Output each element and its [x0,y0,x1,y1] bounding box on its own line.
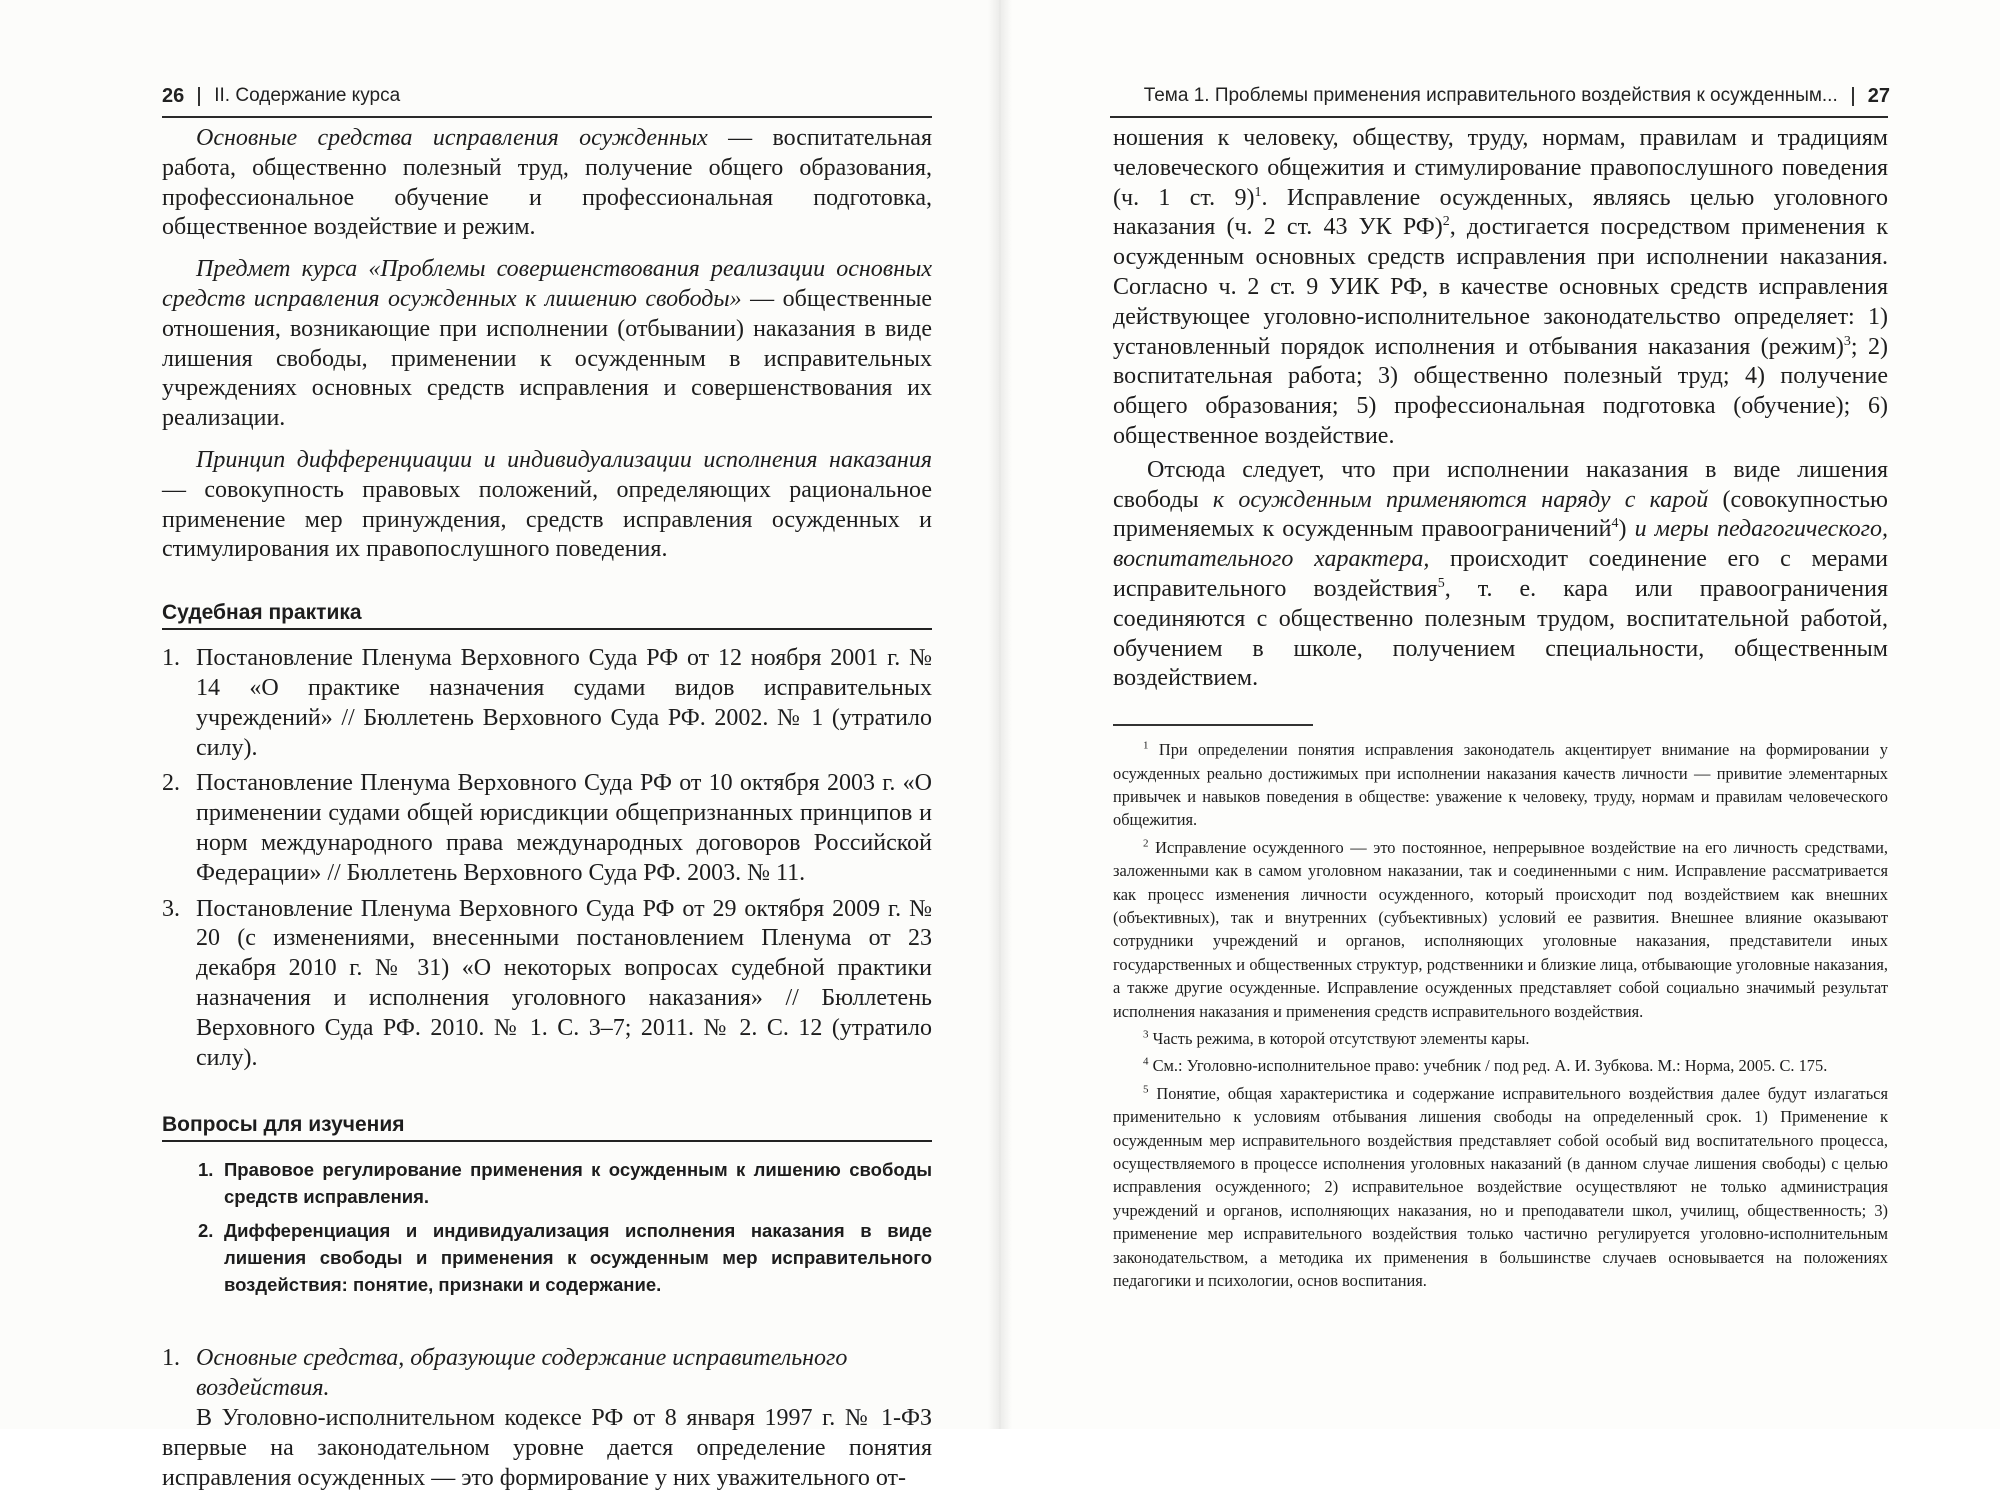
study-questions-list [162,1156,932,1298]
paragraph-text: , достигается посредством применения к осужденным основных средств исправления при исполнении наказания. Согласно ч. 2 ст. 9 УИК РФ, в качестве основных средств исправления действующее уголовно-исполнительное законодательство определяет: 1) установленный порядок исполнения и отбывания наказания (режим) [1113,214,1888,360]
paragraph-text: , т. е. кара или правоограничения соединяются с общественно полезным трудом, воспитательной работой, обучением в школе, получением специальности, общественным воздействием. [1113,575,1888,692]
right-running-title: Тема 1. Проблемы применения исправительного воздействия к осужденным... [1143,85,1838,106]
footnote-mark: 2 [1143,837,1149,850]
list-item-number: 1. [198,1159,214,1181]
footnote-text: Часть режима, в которой отсутствуют элементы кары. [1152,1029,1530,1049]
footnote-mark: 3 [1143,1028,1149,1041]
left-head-rule [162,116,932,118]
definition-term: Предмет курса «Проблемы совершенствования реализации основных средств исправления осужденных к лишению свободы» [162,256,932,312]
footnote-ref: 5 [1437,575,1445,591]
list-item-number: 3. [162,895,180,922]
footnote-text: См.: Уголовно-исполнительное право: учебник / под ред. А. И. Зубкова. М.: Норма, 2005. С. 175. [1152,1056,1828,1076]
list-item [162,644,932,763]
footnote-mark: 4 [1143,1055,1149,1068]
footnote-mark: 1 [1143,739,1149,752]
list-item [162,1156,932,1210]
footnote-text: При определении понятия исправления законодатель акцентирует внимание на формировании у осужденных реально достижимых при исполнении наказания качеств личности — привитие элементарных привычек и навыков поведения в обществе: уважение к человеку, труду, нормам и правилам человеческого общежития. [1113,740,1888,830]
topic-heading-number: 1. [162,1345,180,1372]
paragraph-text: . Исправление осужденных, являясь целью уголовного наказания (ч. 2 ст. 43 УК РФ) [1113,184,1888,241]
list-item [162,769,932,888]
paragraph-text: (совокупностью применяемых к осужденным правоограничений [1113,486,1888,543]
left-running-head [162,78,932,114]
definition-text: — общественные отношения, возникающие при исполнении (отбывании) наказания в виде лишения свободы, применении к осужденным в исправительных учреждениях основных средств исправления и совершенствования их реализации. [162,285,932,432]
book-spine [988,0,1012,1429]
definition-text: — совокупность правовых положений, определяющих рациональное применение мер принуждения, средств исправления осужденных и стимулирования их правопослушного поведения. [162,476,932,563]
right-column [1113,124,1888,1296]
footnote-mark: 5 [1143,1083,1149,1096]
definition-text: — воспитательная работа, общественно полезный труд, получение общего образования, профессиональное обучение и профессиональная подготовка, общественное воздействие и режим. [162,125,932,241]
right-head-rule [1110,116,1888,118]
list-item [162,895,932,1074]
footnote [1113,1054,1888,1077]
topic-heading-text: Основные средства, образующие содержание исправительного воздействия. [196,1345,848,1402]
footnote-ref: 3 [1843,333,1851,349]
definition-term: Принцип дифференциации и индивидуализации исполнения наказания [196,446,932,473]
left-running-title: II. Содержание курса [214,85,401,106]
head-separator [1852,87,1854,106]
footnote [1113,836,1888,1023]
continued-paragraph [1113,124,1888,452]
list-item-text: Постановление Пленума Верховного Суда РФ от 29 октября 2009 г. № 20 (с изменениями, внесенными постановлением Пленума от 23 декабря 2010 г. № 31) «О некоторых вопросах судебной практики назначения и исполнения уголовного наказания» // Бюллетень Верховного Суда РФ. 2010. № 1. С. 3–7; 2011. № 2. С. 12 (утратило силу). [196,895,932,1071]
body-paragraph [1113,456,1888,694]
definition-paragraph [162,124,932,243]
list-item-text: Правовое регулирование применения к осужденным к лишению свободы средств исправления. [224,1159,932,1208]
list-item-number: 2. [198,1220,214,1242]
paragraph-text: ношения к человеку, обществу, труду, нормам, правилам и традициям человеческого общежития и стимулирование правопослушного поведения (ч. 1 ст. 9) [1113,125,1888,211]
footnote [1113,1027,1888,1050]
paragraph-text: Отсюда следует, что при исполнении наказания в виде лишения свободы [1113,456,1888,513]
head-separator [198,87,200,106]
footnote-text: Исправление осужденного — это постоянное, непрерывное воздействие на его личность средствами, заложенными как в самом уголовном наказании, так и соединенными с ним. Исправление рассматривается как процесс изменения личности осужденного, который происходит под воздействием как внешних (объективных), так и внутренних (субъективных) условий ее развития. Внешнее влияние оказывают сотрудники учреждений и органов, исполняющих уголовные наказания, представители иных государственных и общественных структур, родственники и близкие лица, отбывающие уголовные наказания, а также другие осужденные. Исправление осужденных представляет собой социально значимый результат исполнения наказания и применения средств исправительного воздействия. [1113,837,1888,1021]
judicial-practice-heading: Судебная практика [162,601,932,630]
list-item-text: Дифференциация и индивидуализация исполнения наказания в виде лишения свободы и применения к осужденным мер исправительного воздействия: понятие, признаки и содержание. [224,1220,932,1296]
closing-paragraph: В Уголовно-исполнительном кодексе РФ от 8 января 1997 г. № 1-ФЗ впервые на законодательном уровне дается определение понятия исправления осужденных — это формирование у них уважительного от- [162,1404,932,1491]
right-running-head [1120,78,1890,114]
definition-paragraph [162,255,932,434]
footnote-ref: 4 [1611,516,1619,532]
footnote-rule [1113,724,1313,726]
list-item [162,1217,932,1298]
footnote-ref: 2 [1442,214,1450,230]
emphasis-text: и меры педагогического, воспитательного характера, [1113,516,1888,573]
paragraph-text: происходит соединение его с мерами исправительного воздействия [1113,546,1888,602]
paragraph-text: ) [1618,516,1635,543]
paragraph-text: ; 2) воспитательная работа; 3) общественно полезный труд; 4) получение общего образования; 5) профессиональная подготовка (обучение); 6) общественное воздействие. [1113,333,1888,449]
list-item-number: 1. [162,645,180,672]
definition-paragraph [162,446,932,565]
list-item-text: Постановление Пленума Верховного Суда РФ от 12 ноября 2001 г. № 14 «О практике назначения судами видов исправительных учреждений» // Бюллетень Верховного Суда РФ. 2002. № 1 (утратило силу). [196,645,932,761]
footnote [1113,1082,1888,1293]
footnote-ref: 1 [1254,184,1262,200]
study-questions-heading: Вопросы для изучения [162,1113,932,1142]
left-page-number: 26 [162,84,185,107]
list-item-text: Постановление Пленума Верховного Суда РФ от 10 октября 2003 г. «О применении судами общей юрисдикции общепризнанных принципов и норм международного права международных договоров Российской Федерации» // Бюллетень Верховного Суда РФ. 2003. № 11. [196,770,932,886]
footnote [1113,738,1888,832]
judicial-practice-list [162,644,932,1073]
list-item-number: 2. [162,770,180,797]
footnote-text: Понятие, общая характеристика и содержание исправительного воздействия далее будут излагаться применительно к условиям отбывания лишения свободы на определенный срок. 1) Применение к осужденным мер исправительного воздействия представляет собой особый вид воспитательного процесса, осуществляемого в процессе исполнения уголовных наказаний (в данном случае лишения свободы) с целью исправления осужденного; 2) исправительное воздействие осуществляют не только администрация учреждений и органов, исполняющих наказания, но и преподаватели школ, училищ, общественность; 3) применение мер исправительного воздействия только частично регулируется уголовно-исполнительным законодательством, а методика их применения в большинстве случаев основывается на положениях педагогики и психологии, основ воспитания. [1113,1083,1888,1291]
right-page-number: 27 [1867,84,1890,107]
left-column [162,124,932,1493]
emphasis-text: к осужденным применяются наряду с карой [1212,486,1709,513]
definition-term: Основные средства исправления осужденных [196,125,708,151]
topic-heading [162,1344,932,1404]
